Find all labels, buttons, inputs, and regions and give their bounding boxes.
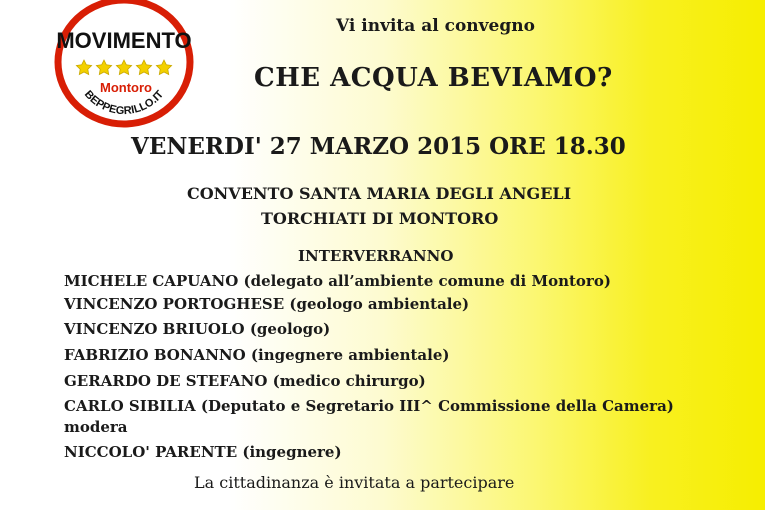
footer-note: La cittadinanza è invitata a partecipare bbox=[194, 473, 515, 492]
speaker-item: VINCENZO BRIUOLO (geologo) bbox=[64, 320, 331, 338]
venue-location: TORCHIATI DI MONTORO bbox=[261, 209, 499, 228]
event-date-time: VENERDI' 27 MARZO 2015 ORE 18.30 bbox=[131, 133, 626, 160]
speaker-item: CARLO SIBILIA (Deputato e Segretario III^ Commissione della Camera) bbox=[64, 397, 674, 415]
logo-graphic bbox=[52, 0, 196, 128]
movimento-logo bbox=[52, 0, 196, 128]
speaker-item: VINCENZO PORTOGHESE (geologo ambientale) bbox=[64, 295, 470, 313]
speaker-item: GERARDO DE STEFANO (medico chirurgo) bbox=[64, 372, 426, 390]
speakers-heading: INTERVERRANNO bbox=[298, 247, 454, 265]
logo-ring-text: BEPPEGRILLO.IT bbox=[81, 88, 167, 118]
venue-name: CONVENTO SANTA MARIA DEGLI ANGELI bbox=[187, 184, 572, 203]
invite-line: Vi invita al convegno bbox=[336, 16, 535, 36]
speaker-item: MICHELE CAPUANO (delegato all’ambiente comune di Montoro) bbox=[64, 272, 611, 290]
speaker-item: FABRIZIO BONANNO (ingegnere ambientale) bbox=[64, 346, 450, 364]
logo-brand-text: MOVIMENTO bbox=[56, 28, 192, 53]
event-title: CHE ACQUA BEVIAMO? bbox=[254, 63, 613, 93]
logo-city-text: Montoro bbox=[100, 80, 152, 95]
speaker-item: NICCOLO' PARENTE (ingegnere) bbox=[64, 443, 342, 461]
moderator-label: modera bbox=[64, 418, 128, 436]
logo-stars bbox=[76, 60, 171, 74]
